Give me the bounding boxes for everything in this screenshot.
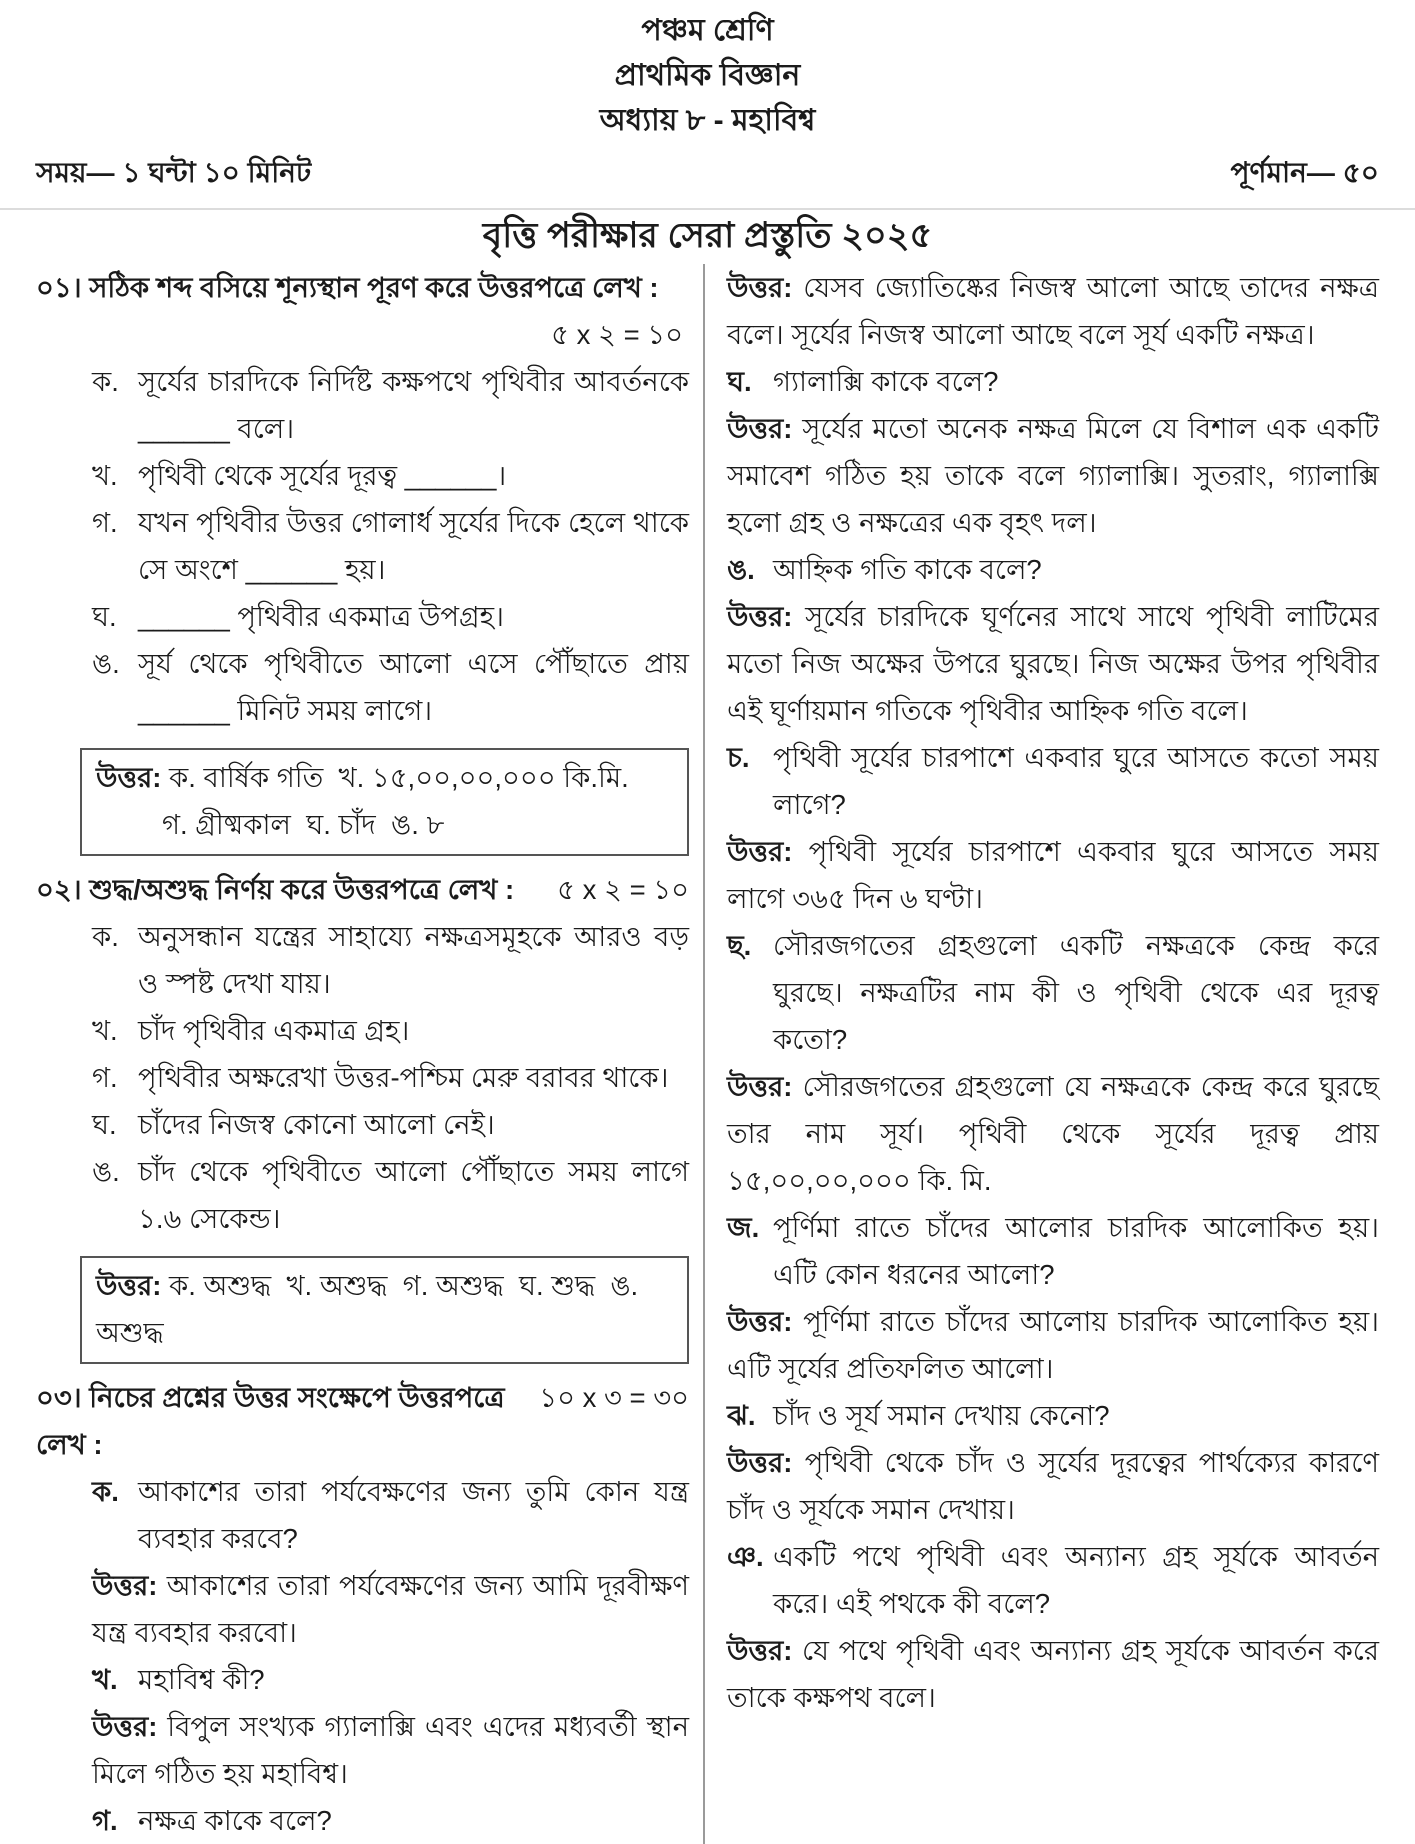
- qa-label: চ.: [727, 742, 750, 773]
- paper-header: [36, 8, 1379, 143]
- header-divider: [0, 208, 1415, 210]
- item-label: ঘ.: [92, 1109, 117, 1140]
- qa-answer: [727, 828, 1379, 922]
- answer-text: ক. অশুদ্ধ খ. অশুদ্ধ গ. অশুদ্ধ ঘ. শুদ্ধ ঙ. অশুদ্ধ: [96, 1270, 646, 1348]
- qa-question: [727, 358, 1379, 405]
- qa-question-text: আকাশের তারা পর্যবেক্ষণের জন্য তুমি কোন যন্ত্র ব্যবহার করবে?: [138, 1476, 689, 1554]
- question-2-heading: [36, 866, 689, 913]
- question-1-heading: [36, 264, 689, 311]
- item-text: সূর্যের চারদিকে নির্দিষ্ট কক্ষপথে পৃথিবীর আবর্তনকে ______ বলে।: [138, 366, 689, 444]
- question-3-qa-right: [727, 264, 1379, 1721]
- fill-blank-item: [92, 358, 689, 452]
- main-title: বৃত্তি পরীক্ষার সেরা প্রস্তুতি ২০২৫: [482, 216, 933, 255]
- question-3-heading: [36, 1374, 689, 1468]
- qa-answer: [727, 1298, 1379, 1392]
- answer-line: [96, 1262, 673, 1356]
- subject-title: প্রাথমিক বিজ্ঞান: [614, 59, 801, 92]
- answer-label: উত্তর:: [727, 601, 793, 632]
- answer-label: উত্তর:: [92, 1570, 158, 1601]
- answer-box-1: [80, 748, 689, 856]
- fill-blank-item: [92, 499, 689, 593]
- qa-question-text: সৌরজগতের গ্রহগুলো একটি নক্ষত্রকে কেন্দ্র করে ঘুরছে। নক্ষত্রটির নাম কী ও পৃথিবী থেকে এর দূরত্ব কতো?: [773, 930, 1379, 1055]
- answer-label: উত্তর:: [727, 272, 793, 303]
- chapter-title: অধ্যায় ৮ - মহাবিশ্ব: [599, 104, 816, 137]
- item-label: ঘ.: [92, 601, 117, 632]
- item-text: চাঁদ পৃথিবীর একমাত্র গ্রহ।: [138, 1015, 410, 1046]
- item-label: ঙ.: [92, 1156, 120, 1187]
- qa-label: ছ.: [727, 930, 752, 961]
- fill-blank-item: [92, 452, 689, 499]
- answer-line: গ. গ্রীষ্মকাল ঘ. চাঁদ ঙ. ৮: [162, 809, 445, 840]
- question-2-number: ০২।: [36, 874, 82, 905]
- qa-answer-text: সূর্যের চারদিকে ঘূর্ণনের সাথে সাথে পৃথিবী লাটিমের মতো নিজ অক্ষের উপরে ঘুরছে। নিজ অক্ষের উপর পৃথিবীর এই ঘূর্ণায়মান গতিকে পৃথিবীর আহ্নিক গতি বলে।: [727, 601, 1379, 726]
- qa-question: [727, 546, 1379, 593]
- qa-question: [727, 1533, 1379, 1627]
- qa-question: [92, 1797, 689, 1844]
- question-1-items: [36, 358, 689, 734]
- qa-answer-text: যেসব জ্যোতিষ্কের নিজস্ব আলো আছে তাদের নক্ষত্র বলে। সূর্যের নিজস্ব আলো আছে বলে সূর্য একটি নক্ষত্র।: [727, 272, 1379, 350]
- qa-question-text: চাঁদ ও সূর্য সমান দেখায় কেনো?: [773, 1400, 1110, 1431]
- fill-blank-item: [92, 640, 689, 734]
- qa-question-text: পূর্ণিমা রাতে চাঁদের আলোর চারদিক আলোকিত হয়। এটি কোন ধরনের আলো?: [773, 1212, 1379, 1290]
- qa-answer-text: বিপুল সংখ্যক গ্যালাক্সি এবং এদের মধ্যবর্তী স্থান মিলে গঠিত হয় মহাবিশ্ব।: [92, 1711, 689, 1789]
- qa-answer: [727, 405, 1379, 546]
- question-3-number: ০৩।: [36, 1382, 82, 1413]
- qa-answer-text: সূর্যের মতো অনেক নক্ষত্র মিলে যে বিশাল এক একটি সমাবেশ গঠিত হয় তাকে বলে গ্যালাক্সি। সুতরাং, গ্যালাক্সি হলো গ্রহ ও নক্ষত্রের এক বৃহৎ দল।: [727, 413, 1379, 538]
- item-label: ক.: [92, 921, 119, 952]
- answer-text: ক. বার্ষিক গতি খ. ১৫,০০,০০,০০০ কি.মি.: [161, 762, 629, 793]
- question-2-instruction: ০২। শুদ্ধ/অশুদ্ধ নির্ণয় করে উত্তরপত্রে লেখ :: [36, 874, 515, 905]
- item-label: গ.: [92, 507, 118, 538]
- true-false-item: [92, 1007, 689, 1054]
- answer-label: উত্তর:: [92, 1711, 158, 1742]
- qa-label: ঝ.: [727, 1400, 756, 1431]
- qa-answer-text: পৃথিবী সূর্যের চারপাশে একবার ঘুরে আসতে সময় লাগে ৩৬৫ দিন ৬ ঘণ্টা।: [727, 836, 1379, 914]
- answer-label: উত্তর:: [96, 1270, 162, 1301]
- qa-question-text: গ্যালাক্সি কাকে বলে?: [773, 366, 999, 397]
- true-false-item: [92, 913, 689, 1007]
- qa-label: খ.: [92, 1664, 118, 1695]
- qa-label: ঘ.: [727, 366, 752, 397]
- qa-answer: [92, 1703, 689, 1797]
- answer-label: উত্তর:: [727, 1071, 793, 1102]
- qa-answer: [727, 1439, 1379, 1533]
- qa-question-text: নক্ষত্র কাকে বলে?: [138, 1805, 332, 1836]
- item-label: ঙ.: [92, 648, 120, 679]
- qa-answer: [92, 1562, 689, 1656]
- question-1-instruction: ০১। সঠিক শব্দ বসিয়ে শূন্যস্থান পূরণ করে উত্তরপত্রে লেখ :: [36, 272, 659, 303]
- qa-question-text: মহাবিশ্ব কী?: [138, 1664, 265, 1695]
- qa-question: [727, 1204, 1379, 1298]
- item-text: যখন পৃথিবীর উত্তর গোলার্ধ সূর্যের দিকে হেলে থাকে সে অংশে ______ হয়।: [138, 507, 689, 585]
- question-1-number: ০১।: [36, 272, 82, 303]
- exam-time: সময়— ১ ঘন্টা ১০ মিনিট: [36, 157, 312, 188]
- answer-label: উত্তর:: [96, 762, 162, 793]
- question-2-marks: ৫ x ২ = ১০: [557, 874, 689, 905]
- question-1-marks: ৫ x ২ = ১০: [551, 319, 683, 350]
- qa-label: ক.: [92, 1476, 119, 1507]
- answer-label: উত্তর:: [727, 413, 793, 444]
- item-text: চাঁদের নিজস্ব কোনো আলো নেই।: [138, 1109, 495, 1140]
- question-1: [36, 264, 689, 856]
- question-2-items: [36, 913, 689, 1242]
- item-label: ক.: [92, 366, 119, 397]
- item-label: গ.: [92, 1062, 118, 1093]
- qa-question: [727, 734, 1379, 828]
- qa-label: জ.: [727, 1212, 760, 1243]
- left-column: [36, 264, 703, 1844]
- question-3-instruction: ০৩। নিচের প্রশ্নের উত্তর সংক্ষেপে উত্তরপত্রে লেখ :: [36, 1382, 505, 1460]
- qa-question: [727, 1392, 1379, 1439]
- answer-label: উত্তর:: [727, 1635, 793, 1666]
- answer-label: উত্তর:: [727, 1306, 793, 1337]
- qa-question: [92, 1468, 689, 1562]
- item-text: সূর্য থেকে পৃথিবীতে আলো এসে পৌঁছাতে প্রায় ______ মিনিট সময় লাগে।: [138, 648, 689, 726]
- class-title: পঞ্চম শ্রেণি: [641, 14, 774, 47]
- qa-answer-text: যে পথে পৃথিবী এবং অন্যান্য গ্রহ সূর্যকে আবর্তন করে তাকে কক্ষপথ বলে।: [727, 1635, 1379, 1713]
- question-3-marks: ১০ x ৩ = ৩০: [539, 1382, 689, 1413]
- content-columns: [36, 264, 1379, 1844]
- qa-answer: [727, 593, 1379, 734]
- true-false-item: [92, 1054, 689, 1101]
- qa-question: [727, 922, 1379, 1063]
- qa-question-text: একটি পথে পৃথিবী এবং অন্যান্য গ্রহ সূর্যকে আবর্তন করে। এই পথকে কী বলে?: [773, 1541, 1379, 1619]
- answer-line: [96, 754, 673, 801]
- exam-total-marks: পূর্ণমান— ৫০: [1230, 157, 1379, 188]
- question-3: [36, 1374, 689, 1844]
- answer-label: উত্তর:: [727, 836, 793, 867]
- meta-row: [36, 151, 1379, 208]
- qa-question: [92, 1656, 689, 1703]
- item-label: খ.: [92, 460, 118, 491]
- true-false-item: [92, 1148, 689, 1242]
- answer-box-2: [80, 1256, 689, 1364]
- item-text: অনুসন্ধান যন্ত্রের সাহায্যে নক্ষত্রসমূহকে আরও বড় ও স্পষ্ট দেখা যায়।: [138, 921, 689, 999]
- item-text: ______ পৃথিবীর একমাত্র উপগ্রহ।: [138, 601, 504, 632]
- qa-answer: [727, 1627, 1379, 1721]
- qa-answer-text: পূর্ণিমা রাতে চাঁদের আলোয় চারদিক আলোকিত হয়। এটি সূর্যের প্রতিফলিত আলো।: [727, 1306, 1379, 1384]
- qa-label: ঙ.: [727, 554, 755, 585]
- fill-blank-item: [92, 593, 689, 640]
- right-column: [703, 264, 1379, 1844]
- qa-question-text: আহ্নিক গতি কাকে বলে?: [773, 554, 1042, 585]
- qa-answer: [727, 264, 1379, 358]
- question-2: [36, 866, 689, 1364]
- qa-label: গ.: [92, 1805, 118, 1836]
- qa-label: ঞ.: [727, 1541, 764, 1572]
- item-label: খ.: [92, 1015, 118, 1046]
- true-false-item: [92, 1101, 689, 1148]
- item-text: পৃথিবীর অক্ষরেখা উত্তর-পশ্চিম মেরু বরাবর থাকে।: [138, 1062, 669, 1093]
- question-3-qa-left: [36, 1468, 689, 1844]
- qa-answer: [727, 1063, 1379, 1204]
- item-text: পৃথিবী থেকে সূর্যের দূরত্ব ______।: [138, 460, 507, 491]
- qa-question-text: পৃথিবী সূর্যের চারপাশে একবার ঘুরে আসতে কতো সময় লাগে?: [773, 742, 1379, 820]
- item-text: চাঁদ থেকে পৃথিবীতে আলো পৌঁছাতে সময় লাগে ১.৬ সেকেন্ড।: [138, 1156, 689, 1234]
- qa-answer-text: আকাশের তারা পর্যবেক্ষণের জন্য আমি দূরবীক্ষণ যন্ত্র ব্যবহার করবো।: [92, 1570, 689, 1648]
- qa-answer-text: সৌরজগতের গ্রহগুলো যে নক্ষত্রকে কেন্দ্র করে ঘুরছে তার নাম সূর্য। পৃথিবী থেকে সূর্যের দূরত্ব প্রায় ১৫,০০,০০,০০০ কি. মি.: [727, 1071, 1379, 1196]
- answer-label: উত্তর:: [727, 1447, 793, 1478]
- qa-answer-text: পৃথিবী থেকে চাঁদ ও সূর্যের দূরত্বের পার্থক্যের কারণে চাঁদ ও সূর্যকে সমান দেখায়।: [727, 1447, 1379, 1525]
